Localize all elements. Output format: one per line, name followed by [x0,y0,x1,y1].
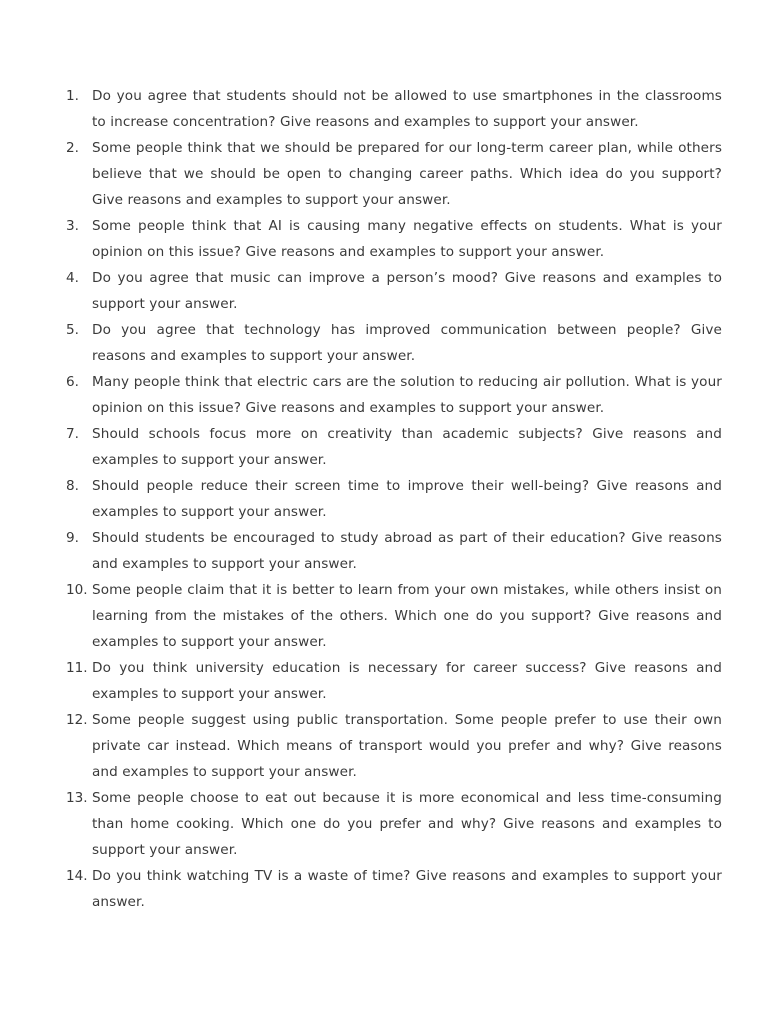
question-number [60,577,92,603]
question-list [60,83,722,915]
question-text: Do you agree that music can improve a person’s mood? Give reasons and examples to support your answer. [92,270,722,312]
question-number-label: 13. [66,790,88,806]
question-number-label: 1. [66,88,79,104]
question-text: Do you agree that students should not be allowed to use smartphones in the classrooms to increase concentration? Give reasons and examples to support your answer. [92,88,722,130]
question-item [60,421,722,473]
question-number [60,317,92,343]
question-number [60,369,92,395]
question-number-label: 8. [66,478,79,494]
question-number [60,421,92,447]
question-text: Some people choose to eat out because it is more economical and less time-consuming than home cooking. Which one do you prefer and why? Give reasons and examples to support your answer. [92,790,722,858]
question-text: Should people reduce their screen time to improve their well-being? Give reasons and examples to support your answer. [92,478,722,520]
question-number [60,863,92,889]
question-number-label: 2. [66,140,79,156]
question-item [60,369,722,421]
question-text: Should students be encouraged to study abroad as part of their education? Give reasons and examples to support your answer. [92,530,722,572]
question-number-label: 6. [66,374,79,390]
question-item [60,655,722,707]
question-text: Do you agree that technology has improved communication between people? Give reasons and examples to support your answer. [92,322,722,364]
question-number [60,473,92,499]
question-text: Some people suggest using public transportation. Some people prefer to use their own private car instead. Which means of transport would you prefer and why? Give reasons and examples to support your answer. [92,712,722,780]
question-item [60,473,722,525]
question-number [60,83,92,109]
question-text: Do you think watching TV is a waste of time? Give reasons and examples to support your answer. [92,868,722,910]
question-number-label: 14. [66,868,88,884]
question-item [60,577,722,655]
question-item [60,707,722,785]
question-number [60,655,92,681]
question-number-label: 9. [66,530,79,546]
question-item [60,83,722,135]
question-number [60,265,92,291]
question-item [60,265,722,317]
question-number-label: 3. [66,218,79,234]
question-number [60,525,92,551]
question-text: Should schools focus more on creativity than academic subjects? Give reasons and examples to support your answer. [92,426,722,468]
question-item [60,213,722,265]
question-number [60,135,92,161]
question-text: Some people think that AI is causing many negative effects on students. What is your opinion on this issue? Give reasons and examples to support your answer. [92,218,722,260]
question-text: Some people think that we should be prepared for our long-term career plan, while others believe that we should be open to changing career paths. Which idea do you support? Give reasons and examples to support your answer. [92,140,722,208]
question-item [60,317,722,369]
question-item [60,863,722,915]
question-text: Many people think that electric cars are the solution to reducing air pollution. What is your opinion on this issue? Give reasons and examples to support your answer. [92,374,722,416]
question-number-label: 10. [66,582,88,598]
question-text: Do you think university education is necessary for career success? Give reasons and examples to support your answer. [92,660,722,702]
question-number-label: 5. [66,322,79,338]
question-text: Some people claim that it is better to learn from your own mistakes, while others insist on learning from the mistakes of the others. Which one do you support? Give reasons and examples to support your answer. [92,582,722,650]
question-item [60,135,722,213]
question-number-label: 4. [66,270,79,286]
question-item [60,525,722,577]
question-number-label: 12. [66,712,88,728]
question-number [60,707,92,733]
question-item [60,785,722,863]
question-number [60,213,92,239]
question-number-label: 7. [66,426,79,442]
question-number-label: 11. [66,660,88,676]
question-number [60,785,92,811]
